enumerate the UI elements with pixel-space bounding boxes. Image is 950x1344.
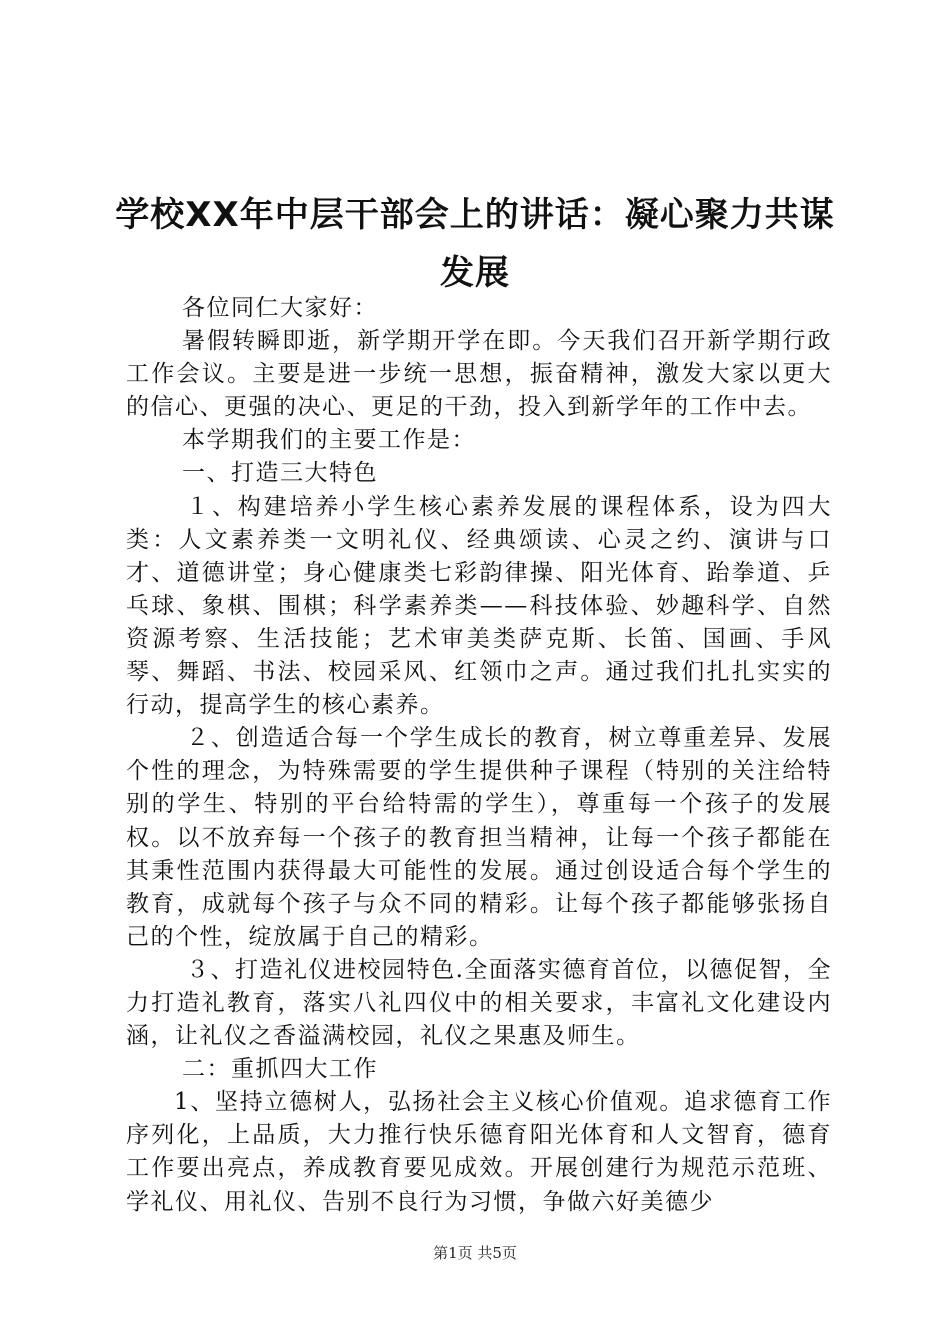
page-footer: 第1页 共5页	[433, 1244, 517, 1262]
paragraph-work-1: 1、坚持立德树人，弘扬社会主义核心价值观。追求德育工作序列化，上品质，大力推行快乐德育阳光体育和人文智育，德育工作要出亮点，养成教育要见成效。开展创建行为规范示范班、学礼仪、用礼仪、告别不良行为习惯，争做六好美德少	[126, 1089, 832, 1215]
paragraph-greeting: 各位同仁大家好：	[182, 295, 378, 321]
paragraph-intro: 暑假转瞬即逝，新学期开学在即。今天我们召开新学期行政工作会议。主要是进一步统一思想，振奋精神，激发大家以更大的信心、更强的决心、更足的干劲，投入到新学年的工作中去。	[126, 328, 832, 421]
document-title: 学校XX年中层干部会上的讲话：凝心聚力共谋发展	[115, 195, 835, 293]
paragraph-main-work: 本学期我们的主要工作是：	[182, 427, 476, 454]
paragraph-item-1: １、构建培养小学生核心素养发展的课程体系，设为四大类：人文素养类一文明礼仪、经典颂读、心灵之约、演讲与口才、道德讲堂；身心健康类七彩韵律操、阳光体育、跆拳道、乒乓球、象棋、围棋；科学素养类——科技体验、妙趣科学、自然资源考察、生活技能；艺术审美类萨克斯、长笛、国画、手风琴、舞蹈、书法、校园采风、红领巾之声。通过我们扎扎实实的行动，提高学生的核心素养。	[126, 493, 832, 719]
section-heading-two: 二：重抓四大工作	[182, 1056, 378, 1083]
paragraph-item-3: ３、打造礼仪进校园特色.全面落实德育首位，以德促智，全力打造礼教育，落实八礼四仪中的相关要求，丰富礼文化建设内涵，让礼仪之香溢满校园，礼仪之果惠及师生。	[126, 956, 832, 1050]
section-heading-one: 一、打造三大特色	[182, 460, 378, 487]
document-body	[126, 292, 832, 1219]
paragraph-item-2: ２、创造适合每一个学生成长的教育，树立尊重差异、发展个性的理念，为特殊需要的学生提供种子课程（特别的关注给特别的学生、特别的平台给特需的学生），尊重每一个孩子的发展权。以不放弃每一个孩子的教育担当精神，让每一个孩子都能在其秉性范围内获得最大可能性的发展。通过创设适合每个学生的教育，成就每个孩子与众不同的精彩。让每个孩子都能够张扬自己的个性，绽放属于自己的精彩。	[126, 725, 832, 950]
